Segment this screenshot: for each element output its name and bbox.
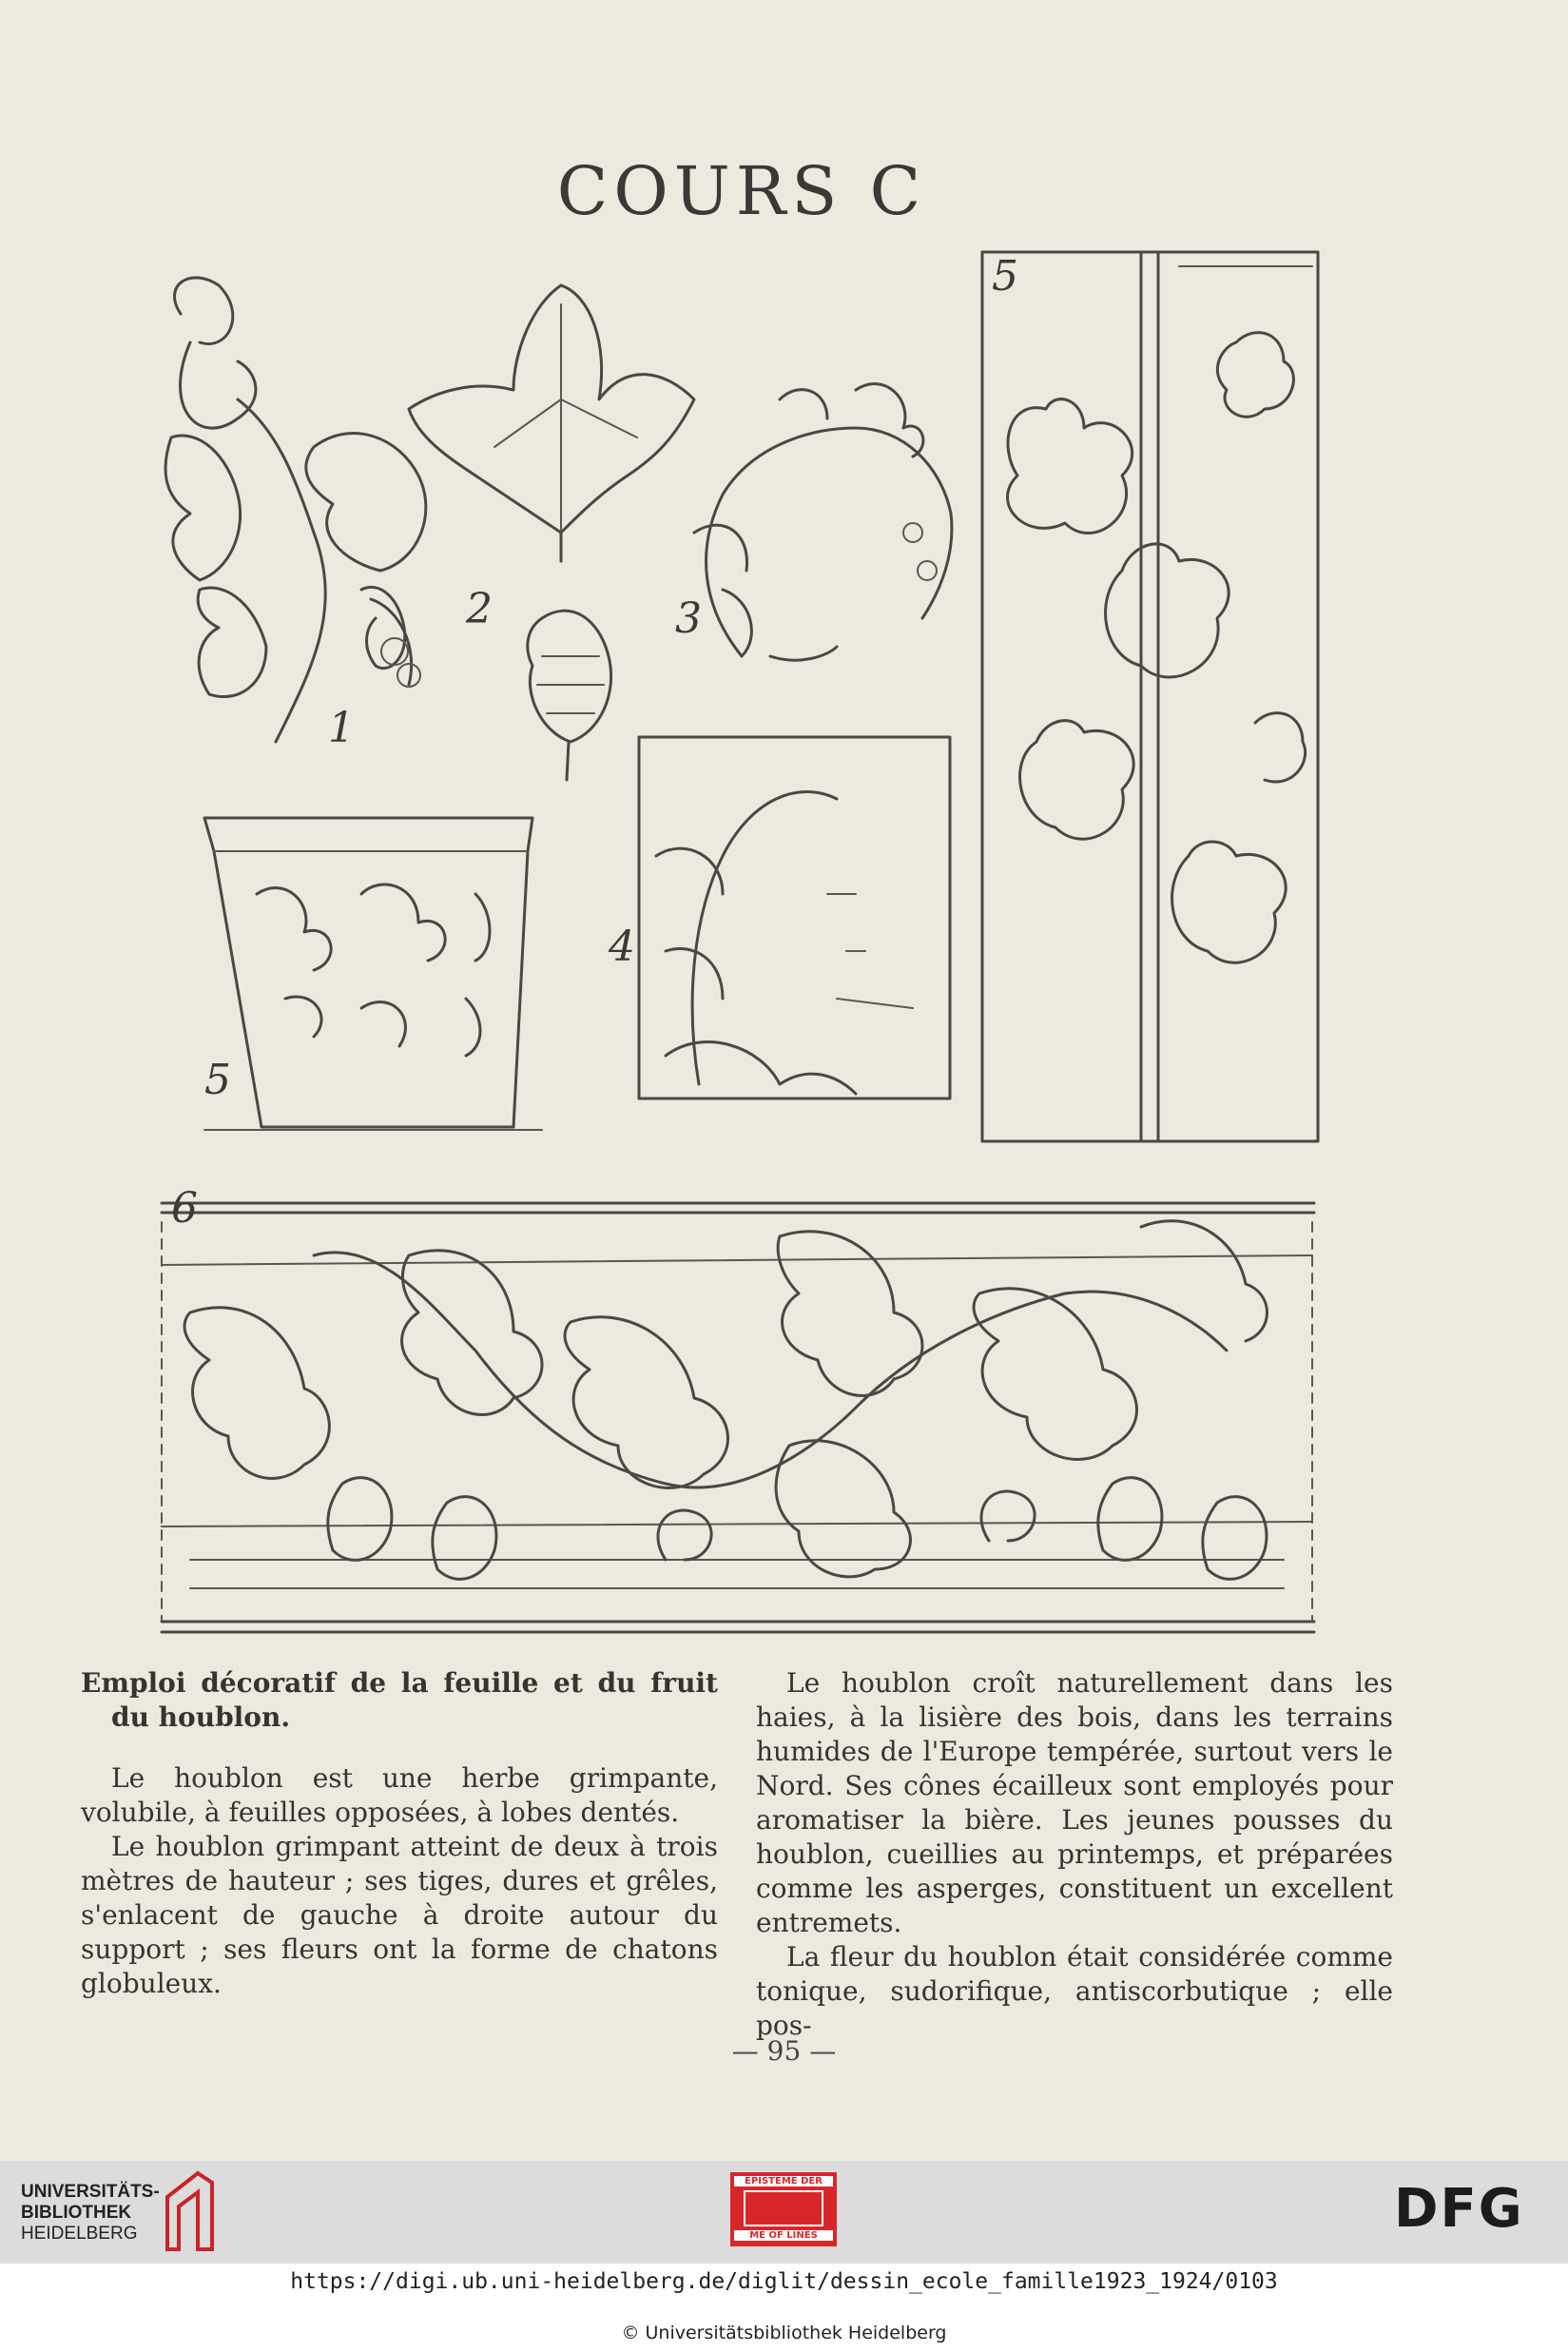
page-number: — 95 — xyxy=(731,2035,837,2067)
figure-label-5-panel: 5 xyxy=(992,252,1018,301)
paragraph: La fleur du houblon était considérée comme tonique, sudorifique, antiscorbutique ; elle pos- xyxy=(756,1941,1393,2041)
figure-label-4: 4 xyxy=(609,923,635,971)
figure-label-2: 2 xyxy=(466,585,493,633)
left-text-column xyxy=(81,1666,718,2001)
viewer-footer xyxy=(0,2161,1568,2352)
right-text-column xyxy=(756,1666,1393,2043)
paragraph: Le houblon croît naturellement dans les haies, à la lisière des bois, dans les terrains humides de l'Europe tempérée, surtout vers le Nord. Ses cônes écailleux sont employés pour aromatiser la bière. Les jeunes pousses du houblon, cueillies au printemps, et préparées comme les asperges, constituent un excellent entremets. xyxy=(756,1667,1393,1938)
figure-1-hop-branch xyxy=(165,278,426,742)
library-line: BIBLIOTHEK xyxy=(21,2203,132,2223)
figure-label-5-pot: 5 xyxy=(204,1056,231,1104)
library-line: HEIDELBERG xyxy=(21,2224,138,2244)
figure-2-hop-leaf xyxy=(409,285,694,780)
library-emblem-icon xyxy=(160,2168,217,2254)
university-library-logo[interactable] xyxy=(21,2182,160,2245)
figure-4-framed-vine xyxy=(639,737,950,1098)
page-title: COURS C xyxy=(556,152,927,230)
figure-5-vertical-panel xyxy=(982,252,1318,1141)
figure-5-flower-pot xyxy=(204,818,542,1130)
figure-label-6: 6 xyxy=(171,1184,198,1233)
figure-6-frieze xyxy=(162,1203,1314,1632)
permalink-url[interactable]: https://digi.ub.uni-heidelberg.de/diglit/dessin_ecole_famille1923_1924/0103 xyxy=(290,2269,1278,2294)
episteme-logo-bottom: ME OF LINES xyxy=(734,2230,833,2241)
section-heading: Emploi décoratif de la feuille et du fruit du houblon. xyxy=(81,1667,718,1733)
episteme-logo[interactable] xyxy=(730,2172,837,2246)
figure-3-hop-vine xyxy=(694,384,952,661)
dfg-logo[interactable]: DFG xyxy=(1394,2178,1524,2240)
figure-label-1: 1 xyxy=(328,704,355,752)
episteme-logo-mark xyxy=(744,2190,823,2226)
paragraph: Le houblon est une herbe grimpante, volubile, à feuilles opposées, à lobes dentés. xyxy=(81,1762,718,1828)
copyright-notice: © Universitätsbibliothek Heidelberg xyxy=(621,2323,947,2343)
episteme-logo-top: EPISTEME DER xyxy=(734,2176,833,2187)
paragraph: Le houblon grimpant atteint de deux à trois mètres de hauteur ; ses tiges, dures et grêles, s'enlacent de gauche à droite autour du support ; ses fleurs ont la forme de chatons globuleux. xyxy=(81,1831,718,1999)
figure-label-3: 3 xyxy=(675,594,702,643)
library-line: UNIVERSITÄTS- xyxy=(21,2182,160,2202)
